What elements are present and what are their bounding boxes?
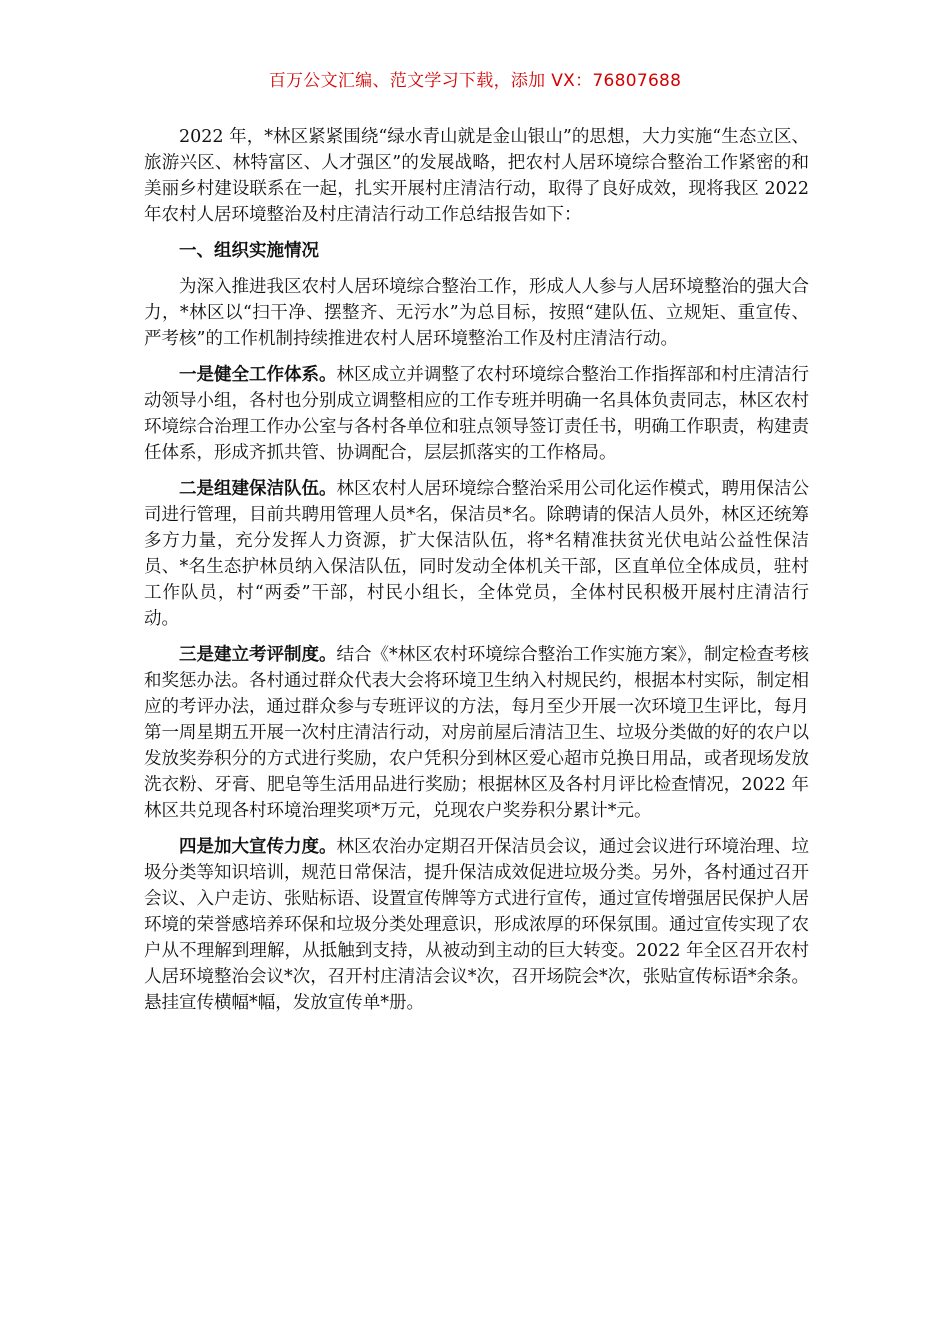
item-lead-4: 四是加大宣传力度。 (179, 837, 337, 857)
item-lead-2: 二是组建保洁队伍。 (179, 479, 337, 499)
item-paragraph-4 (144, 834, 809, 1016)
header-banner: 百万公文汇编、范文学习下载，添加 VX：76807688 (268, 71, 682, 91)
item-lead-1: 一是健全工作体系。 (179, 365, 337, 385)
item-body-3: 结合《*林区农村环境综合整治工作实施方案》，制定检查考核和奖惩办法。各村通过群众代表大会将环境卫生纳入村规民约，根据本村实际，制定相应的考评办法，通过群众参与专班评议的方法，每月至少开展一次环境卫生评比，每月第一周星期五开展一次村庄清洁行动，对房前屋后清洁卫生、垃圾分类做的好的农户以发放奖券积分的方式进行奖励，农户凭积分到林区爱心超市兑换日用品，或者现场发放洗衣粉、牙膏、肥皂等生活用品进行奖励；根据林区及各村月评比检查情况，2022 年林区共兑现各村环境治理奖项*万元，兑现农户奖券积分累计*元。 (144, 645, 809, 821)
item-paragraph-1 (144, 362, 809, 466)
item-lead-3: 三是建立考评制度。 (179, 645, 337, 665)
section-heading: 一、组织实施情况 (179, 241, 319, 261)
item-paragraph-2 (144, 476, 809, 632)
document-body (144, 124, 809, 1026)
item-body-2: 林区农村人居环境综合整治采用公司化运作模式，聘用保洁公司进行管理，目前共聘用管理人员*名，保洁员*名。除聘请的保洁人员外，林区还统筹多方力量，充分发挥人力资源，扩大保洁队伍，将*名精准扶贫光伏电站公益性保洁员、*名生态护林员纳入保洁队伍，同时发动全体机关干部，区直单位全体成员，驻村工作队员，村“两委”干部，村民小组长，全体党员，全体村民积极开展村庄清洁行动。 (144, 479, 809, 629)
item-body-1: 林区成立并调整了农村环境综合整治工作指挥部和村庄清洁行动领导小组，各村也分别成立调整相应的工作专班并明确一名具体负责同志，林区农村环境综合治理工作办公室与各村各单位和驻点领导签订责任书，明确工作职责，构建责任体系，形成齐抓共管、协调配合，层层抓落实的工作格局。 (144, 365, 809, 463)
item-body-4: 林区农治办定期召开保洁员会议，通过会议进行环境治理、垃圾分类等知识培训，规范日常保洁，提升保洁成效促进垃圾分类。另外，各村通过召开会议、入户走访、张贴标语、设置宣传牌等方式进行宣传，通过宣传增强居民保护人居环境的荣誉感培养环保和垃圾分类处理意识，形成浓厚的环保氛围。通过宣传实现了农户从不理解到理解，从抵触到支持，从被动到主动的巨大转变。2022 年全区召开农村人居环境整治会议*次，召开村庄清洁会议*次，召开场院会*次，张贴宣传标语*余条。悬挂宣传横幅*幅，发放宣传单*册。 (144, 837, 809, 1013)
intro-paragraph: 2022 年，*林区紧紧围绕“绿水青山就是金山银山”的思想，大力实施“生态立区、旅游兴区、林特富区、人才强区”的发展战略，把农村人居环境综合整治工作紧密的和美丽乡村建设联系在一起，扎实开展村庄清洁行动，取得了良好成效，现将我区 2022 年农村人居环境整治及村庄清洁行动工作总结报告如下： (144, 127, 809, 225)
item-paragraph-3 (144, 642, 809, 824)
section-intro-paragraph: 为深入推进我区农村人居环境综合整治工作，形成人人参与人居环境整治的强大合力，*林区以“扫干净、摆整齐、无污水”为总目标，按照“建队伍、立规矩、重宣传、严考核”的工作机制持续推进农村人居环境整治工作及村庄清洁行动。 (144, 277, 809, 349)
